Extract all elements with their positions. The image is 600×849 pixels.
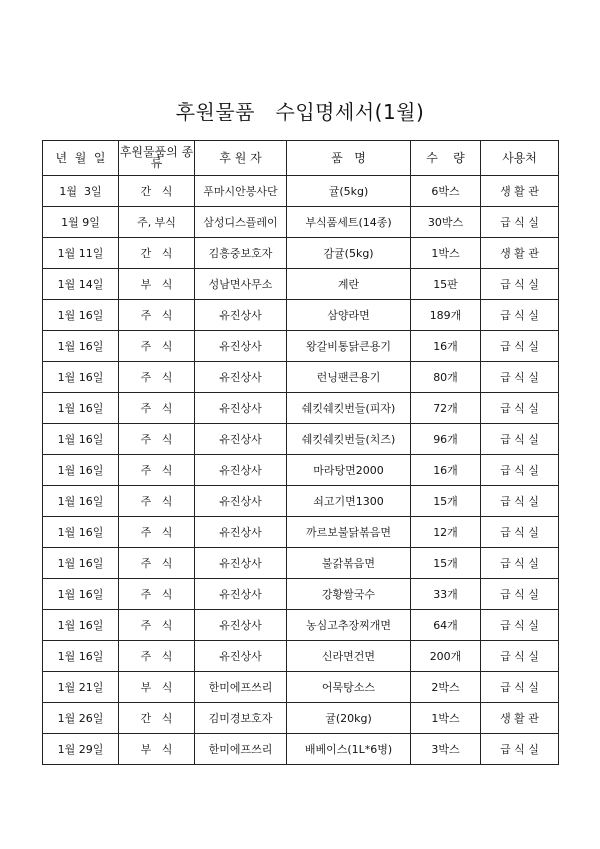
cell-item: 귤(5kg)	[287, 176, 411, 207]
cell-item: 귤(20kg)	[287, 703, 411, 734]
cell-qty: 16개	[411, 455, 481, 486]
cell-donor: 유진상사	[195, 579, 287, 610]
header-type: 후원물품의 종류	[119, 141, 195, 176]
cell-use: 급 식 실	[481, 548, 559, 579]
cell-date: 1월 16일	[43, 300, 119, 331]
cell-item: 신라면건면	[287, 641, 411, 672]
cell-use: 급 식 실	[481, 579, 559, 610]
cell-use: 급 식 실	[481, 517, 559, 548]
cell-type: 주 식	[119, 579, 195, 610]
cell-qty: 200개	[411, 641, 481, 672]
cell-date: 1월 16일	[43, 455, 119, 486]
table-header-row	[43, 141, 559, 176]
cell-item: 마라탕면2000	[287, 455, 411, 486]
cell-item: 런닝팬큰용기	[287, 362, 411, 393]
cell-item: 쉐킷쉐킷번들(피자)	[287, 393, 411, 424]
table-row	[43, 610, 559, 641]
cell-type: 주 식	[119, 517, 195, 548]
cell-donor: 유진상사	[195, 424, 287, 455]
cell-date: 1월 9일	[43, 207, 119, 238]
cell-date: 1월 16일	[43, 362, 119, 393]
header-qty: 수 량	[411, 141, 481, 176]
table-row	[43, 734, 559, 765]
cell-date: 1월 16일	[43, 486, 119, 517]
cell-type: 주 식	[119, 641, 195, 672]
table-row	[43, 269, 559, 300]
header-date: 년 월 일	[43, 141, 119, 176]
cell-type: 간 식	[119, 238, 195, 269]
cell-use: 급 식 실	[481, 734, 559, 765]
table-row	[43, 703, 559, 734]
cell-use: 급 식 실	[481, 610, 559, 641]
cell-use: 생 활 관	[481, 176, 559, 207]
cell-donor: 유진상사	[195, 548, 287, 579]
cell-donor: 한미에프쓰리	[195, 734, 287, 765]
cell-type: 주 식	[119, 455, 195, 486]
cell-type: 간 식	[119, 703, 195, 734]
cell-qty: 189개	[411, 300, 481, 331]
cell-qty: 80개	[411, 362, 481, 393]
cell-item: 농심고추장찌개면	[287, 610, 411, 641]
cell-donor: 김미경보호자	[195, 703, 287, 734]
cell-donor: 삼성디스플레이	[195, 207, 287, 238]
cell-donor: 유진상사	[195, 362, 287, 393]
table-row	[43, 548, 559, 579]
cell-donor: 유진상사	[195, 610, 287, 641]
table-row	[43, 207, 559, 238]
cell-use: 급 식 실	[481, 300, 559, 331]
cell-type: 주 식	[119, 300, 195, 331]
table-row	[43, 300, 559, 331]
cell-use: 생 활 관	[481, 238, 559, 269]
cell-item: 까르보불닭볶음면	[287, 517, 411, 548]
header-item: 품 명	[287, 141, 411, 176]
cell-date: 1월 16일	[43, 424, 119, 455]
cell-donor: 한미에프쓰리	[195, 672, 287, 703]
cell-item: 삼양라면	[287, 300, 411, 331]
cell-type: 간 식	[119, 176, 195, 207]
cell-qty: 15판	[411, 269, 481, 300]
table-row	[43, 517, 559, 548]
table-row	[43, 362, 559, 393]
table-row	[43, 455, 559, 486]
cell-type: 주 식	[119, 362, 195, 393]
cell-donor: 성남면사무소	[195, 269, 287, 300]
cell-donor: 유진상사	[195, 517, 287, 548]
table-row	[43, 393, 559, 424]
cell-donor: 유진상사	[195, 486, 287, 517]
cell-date: 1월 16일	[43, 579, 119, 610]
cell-use: 급 식 실	[481, 424, 559, 455]
cell-item: 부식품세트(14종)	[287, 207, 411, 238]
cell-type: 주 식	[119, 486, 195, 517]
cell-qty: 2박스	[411, 672, 481, 703]
cell-item: 쉐킷쉐킷번들(치즈)	[287, 424, 411, 455]
cell-date: 1월 16일	[43, 641, 119, 672]
cell-type: 주 식	[119, 424, 195, 455]
cell-qty: 30박스	[411, 207, 481, 238]
cell-date: 1월 16일	[43, 548, 119, 579]
table-row	[43, 641, 559, 672]
cell-use: 급 식 실	[481, 641, 559, 672]
table-body	[43, 176, 559, 765]
cell-date: 1월 16일	[43, 610, 119, 641]
cell-type: 주 식	[119, 548, 195, 579]
cell-donor: 유진상사	[195, 393, 287, 424]
cell-donor: 유진상사	[195, 331, 287, 362]
cell-use: 급 식 실	[481, 393, 559, 424]
table-row	[43, 672, 559, 703]
cell-date: 1월 21일	[43, 672, 119, 703]
cell-donor: 유진상사	[195, 455, 287, 486]
cell-qty: 33개	[411, 579, 481, 610]
cell-use: 급 식 실	[481, 207, 559, 238]
cell-type: 부 식	[119, 672, 195, 703]
cell-type: 주, 부식	[119, 207, 195, 238]
table-row	[43, 176, 559, 207]
cell-qty: 16개	[411, 331, 481, 362]
cell-use: 급 식 실	[481, 362, 559, 393]
cell-item: 계란	[287, 269, 411, 300]
cell-use: 급 식 실	[481, 455, 559, 486]
table-row	[43, 331, 559, 362]
cell-type: 주 식	[119, 331, 195, 362]
header-use: 사용처	[481, 141, 559, 176]
cell-qty: 1박스	[411, 238, 481, 269]
table-row	[43, 579, 559, 610]
cell-qty: 15개	[411, 548, 481, 579]
cell-date: 1월 16일	[43, 331, 119, 362]
cell-date: 1월 16일	[43, 517, 119, 548]
cell-use: 급 식 실	[481, 672, 559, 703]
header-donor: 후 원 자	[195, 141, 287, 176]
cell-item: 배베이스(1L*6병)	[287, 734, 411, 765]
cell-qty: 64개	[411, 610, 481, 641]
cell-qty: 96개	[411, 424, 481, 455]
donation-ledger-table	[42, 140, 559, 765]
cell-date: 1월 3일	[43, 176, 119, 207]
cell-item: 감귤(5kg)	[287, 238, 411, 269]
cell-qty: 72개	[411, 393, 481, 424]
cell-donor: 유진상사	[195, 300, 287, 331]
cell-date: 1월 14일	[43, 269, 119, 300]
cell-item: 쇠고기면1300	[287, 486, 411, 517]
cell-type: 부 식	[119, 734, 195, 765]
cell-donor: 유진상사	[195, 641, 287, 672]
cell-qty: 6박스	[411, 176, 481, 207]
cell-type: 부 식	[119, 269, 195, 300]
cell-date: 1월 11일	[43, 238, 119, 269]
table-row	[43, 424, 559, 455]
document-title: 후원물품 수입명세서(1월)	[175, 100, 425, 124]
cell-item: 왕갈비통닭큰용기	[287, 331, 411, 362]
cell-item: 어묵탕소스	[287, 672, 411, 703]
cell-type: 주 식	[119, 610, 195, 641]
cell-date: 1월 26일	[43, 703, 119, 734]
cell-use: 급 식 실	[481, 269, 559, 300]
cell-item: 강황쌀국수	[287, 579, 411, 610]
cell-item: 불갉볶음면	[287, 548, 411, 579]
cell-donor: 김흥중보호자	[195, 238, 287, 269]
table-row	[43, 238, 559, 269]
cell-date: 1월 16일	[43, 393, 119, 424]
cell-qty: 15개	[411, 486, 481, 517]
cell-date: 1월 29일	[43, 734, 119, 765]
cell-use: 급 식 실	[481, 331, 559, 362]
cell-donor: 푸마시안봉사단	[195, 176, 287, 207]
cell-qty: 1박스	[411, 703, 481, 734]
cell-use: 생 활 관	[481, 703, 559, 734]
cell-qty: 3박스	[411, 734, 481, 765]
table-row	[43, 486, 559, 517]
cell-type: 주 식	[119, 393, 195, 424]
cell-use: 급 식 실	[481, 486, 559, 517]
cell-qty: 12개	[411, 517, 481, 548]
